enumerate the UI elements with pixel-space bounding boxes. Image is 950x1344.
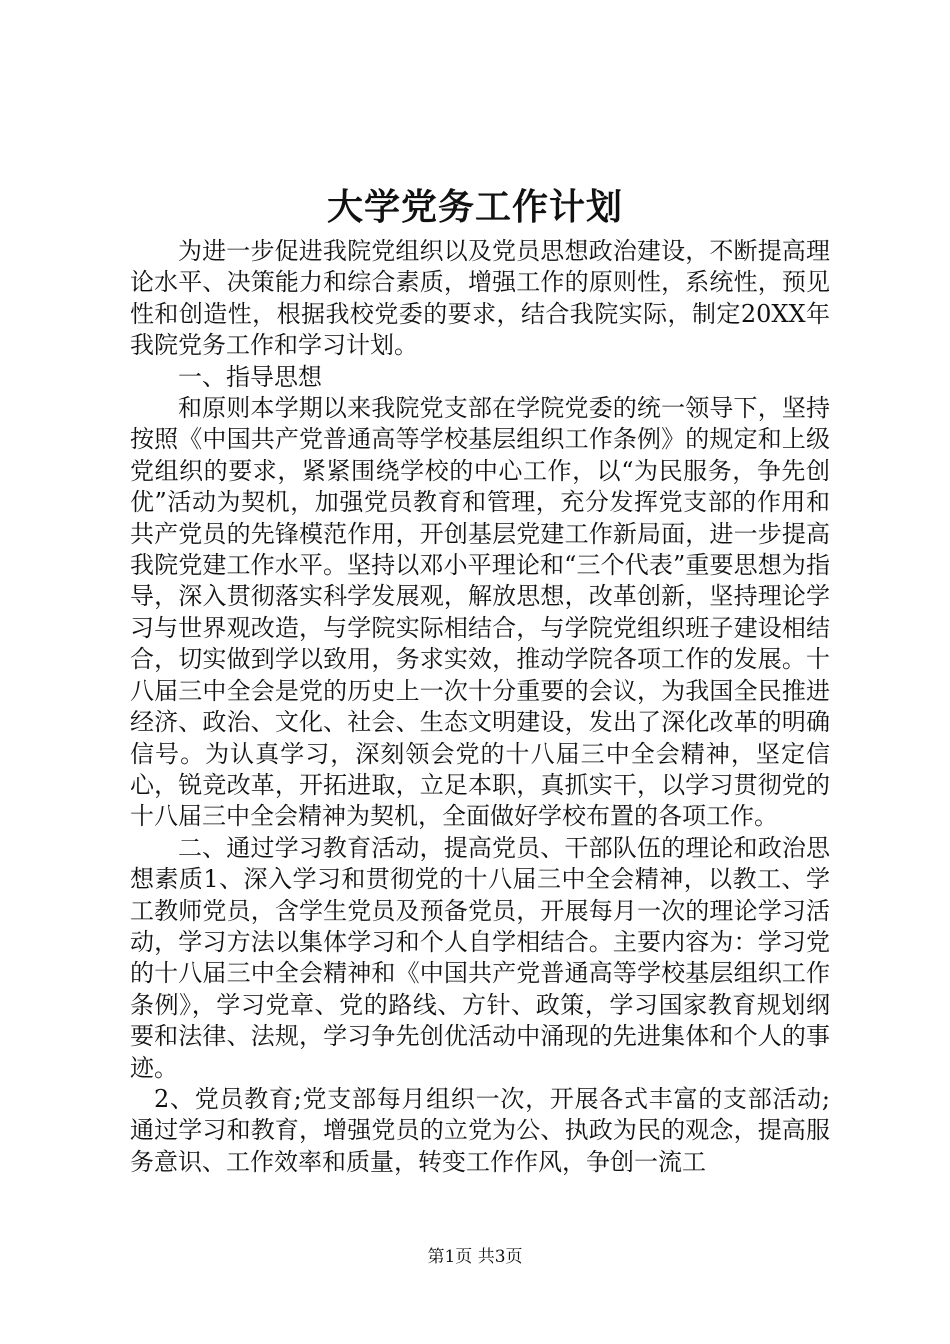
paragraph-guiding-principles: 和原则本学期以来我院党支部在学院党委的统一领导下，坚持按照《中国共产党普通高等学校基层组织工作条例》的规定和上级党组织的要求，紧紧围绕学校的中心工作，以“为民服务，争先创优”活动为契机，加强党员教育和管理，充分发挥党支部的作用和共产党员的先锋模范作用，开创基层党建工作新局面，进一步提高我院党建工作水平。坚持以邓小平理论和“三个代表”重要思想为指导，深入贯彻落实科学发展观，解放思想，改革创新，坚持理论学习与世界观改造，与学院实际相结合，与学院党组织班子建设相结合，切实做到学以致用，务求实效，推动学院各项工作的发展。十八届三中全会是党的历史上一次十分重要的会议，为我国全民推进经济、政治、文化、社会、生态文明建设，发出了深化改革的明确信号。为认真学习，深刻领会党的十八届三中全会精神，坚定信心，锐竞改革，开拓进取，立足本职，真抓实干，以学习贯彻党的十八届三中全会精神为契机，全面做好学校布置的各项工作。 bbox=[130, 394, 830, 831]
section-heading-guiding-thought: 一、指导思想 bbox=[178, 362, 322, 391]
paragraph-study-education: 二、通过学习教育活动，提高党员、干部队伍的理论和政治思想素质1、深入学习和贯彻党的十八届三中全会精神，以教工、学工教师党员，含学生党员及预备党员，开展每月一次的理论学习活动，学习方法以集体学习和个人自学相结合。主要内容为：学习党的十八届三中全会精神和《中国共产党普通高等学校基层组织工作条例》，学习党章、党的路线、方针、政策，学习国家教育规划纲要和法律、法规，学习争先创优活动中涌现的先进集体和个人的事迹。 bbox=[130, 833, 830, 1082]
document-title: 大学党务工作计划 bbox=[326, 186, 623, 228]
document-body bbox=[130, 236, 830, 1178]
paragraph-party-member-education: 2、党员教育;党支部每月组织一次，开展各式丰富的支部活动;通过学习和教育，增强党员的立党为公、执政为民的观念，提高服务意识、工作效率和质量，转变工作作风，争创一流工 bbox=[130, 1084, 830, 1176]
page-footer: 第1页 共3页 bbox=[427, 1247, 523, 1267]
paragraph-intro: 为进一步促进我院党组织以及党员思想政治建设，不断提高理论水平、决策能力和综合素质，增强工作的原则性，系统性，预见性和创造性，根据我校党委的要求，结合我院实际，制定20XX年我院党务工作和学习计划。 bbox=[130, 237, 830, 360]
